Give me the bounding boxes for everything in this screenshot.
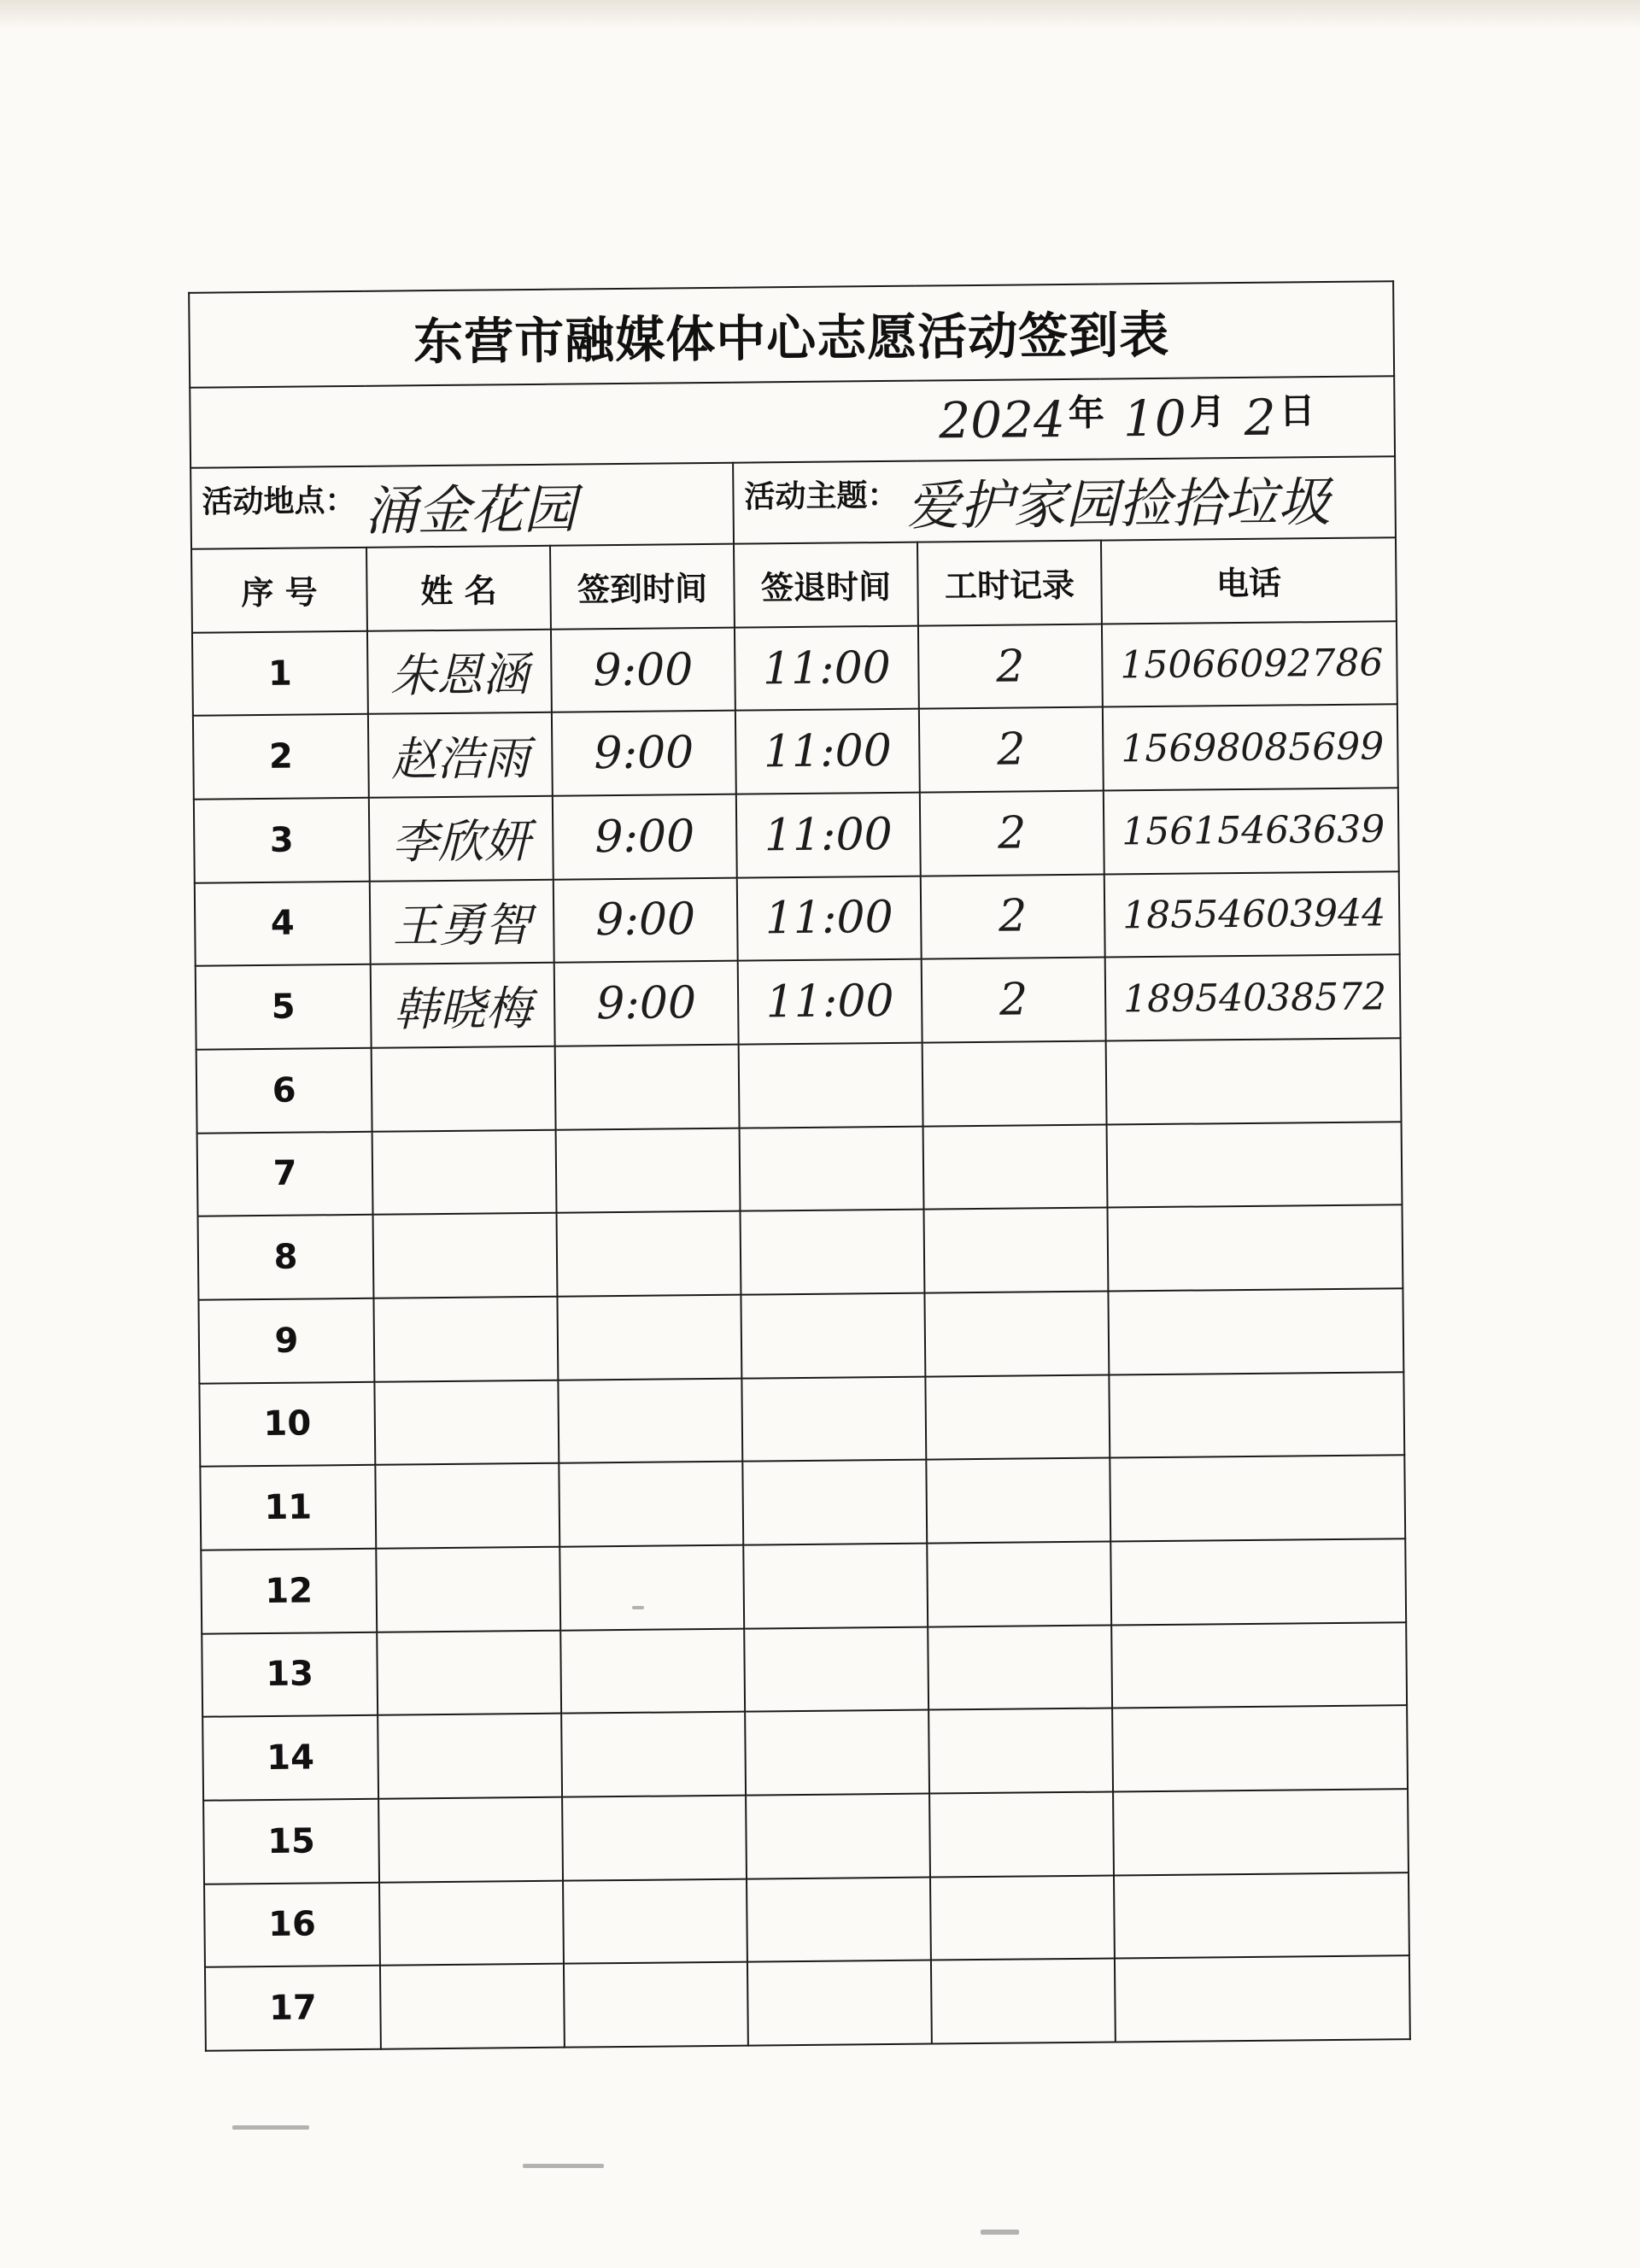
- row-seq: 13: [202, 1632, 378, 1717]
- row-name: 李欣妍: [369, 796, 554, 882]
- row-name: [377, 1630, 561, 1715]
- table-row: [195, 871, 1400, 966]
- column-header-sign-in: 签到时间: [550, 544, 735, 630]
- row-sign-in: [560, 1628, 745, 1714]
- column-header-hours: 工时记录: [917, 541, 1102, 626]
- row-seq: 16: [204, 1882, 380, 1967]
- column-header-seq: 序 号: [191, 548, 367, 633]
- table-row: [199, 1372, 1404, 1467]
- table-row: [194, 788, 1399, 882]
- row-hours: [928, 1708, 1113, 1794]
- location-field: [190, 463, 734, 549]
- scan-speck: [981, 2230, 1019, 2235]
- location-label: 活动地点：: [202, 483, 356, 520]
- table-row: [196, 1038, 1402, 1133]
- row-sign-out: [744, 1626, 928, 1712]
- table-row: [197, 1122, 1403, 1216]
- sign-in-sheet: [188, 280, 1409, 2051]
- row-name: [372, 1046, 556, 1132]
- row-hours: [927, 1541, 1111, 1626]
- row-name: [378, 1797, 563, 1883]
- theme-value: 爱护家园捡拾垃圾: [906, 471, 1331, 537]
- row-seq: 14: [202, 1715, 378, 1801]
- row-sign-out: [747, 1960, 932, 2046]
- row-sign-in: 9:00: [553, 794, 737, 880]
- row-name: [373, 1297, 558, 1382]
- row-seq: 10: [199, 1381, 375, 1467]
- table-row: [204, 1872, 1409, 1967]
- table-row: [196, 955, 1401, 1050]
- date-day-unit: 日: [1279, 390, 1315, 432]
- row-sign-in: [564, 1962, 748, 2048]
- row-sign-out: [741, 1210, 925, 1295]
- row-sign-in: 9:00: [552, 711, 736, 796]
- row-sign-out: [747, 1877, 931, 1962]
- row-hours: 2: [919, 707, 1104, 793]
- row-name: [378, 1714, 562, 1799]
- row-hours: [922, 1041, 1107, 1127]
- row-seq: 6: [196, 1048, 372, 1134]
- row-hours: 2: [921, 874, 1105, 959]
- row-sign-in: [559, 1462, 743, 1547]
- row-sign-out: [741, 1293, 925, 1379]
- scan-speck: [523, 2164, 604, 2168]
- row-hours: 2: [922, 958, 1106, 1043]
- date-month: 10: [1122, 389, 1187, 448]
- column-header-phone: 电话: [1101, 537, 1397, 624]
- row-sign-out: [740, 1126, 924, 1211]
- row-seq: 15: [203, 1799, 379, 1884]
- column-header-row: [191, 537, 1397, 632]
- row-sign-out: 11:00: [736, 793, 921, 878]
- row-phone: [1108, 1288, 1403, 1374]
- theme-label: 活动主题：: [744, 478, 899, 515]
- row-sign-out: 11:00: [735, 709, 920, 794]
- row-sign-out: [739, 1043, 923, 1128]
- table-row: [202, 1705, 1408, 1800]
- row-seq: 3: [194, 798, 370, 883]
- row-name: 赵浩雨: [368, 712, 553, 798]
- row-name: 朱恩涵: [367, 629, 552, 714]
- row-hours: 2: [920, 791, 1104, 876]
- row-sign-out: 11:00: [738, 959, 922, 1045]
- row-sign-in: [561, 1712, 746, 1797]
- location-value: 涌金花园: [364, 478, 577, 543]
- row-hours: [930, 1875, 1115, 1960]
- row-seq: 7: [197, 1131, 373, 1216]
- row-phone: 15615463639: [1104, 788, 1399, 874]
- paper-top-edge: [0, 0, 1640, 29]
- row-phone: 15066092786: [1102, 621, 1397, 707]
- row-sign-in: [555, 1045, 740, 1130]
- row-sign-in: 9:00: [554, 877, 738, 963]
- row-sign-in: [562, 1796, 747, 1881]
- row-sign-out: 11:00: [737, 876, 922, 961]
- row-sign-out: [742, 1460, 927, 1545]
- date-year-unit: 年: [1068, 391, 1105, 435]
- row-name: 王勇智: [370, 879, 554, 964]
- row-name: [380, 1964, 565, 2049]
- row-sign-in: [557, 1211, 741, 1297]
- table-row: [198, 1205, 1403, 1300]
- row-phone: 18954038572: [1105, 955, 1401, 1041]
- row-sign-in: 9:00: [554, 961, 739, 1046]
- table-row: [200, 1455, 1405, 1550]
- row-sign-out: [741, 1376, 926, 1462]
- scan-speck: [632, 1606, 644, 1609]
- row-seq: 2: [193, 714, 369, 800]
- row-phone: [1107, 1122, 1403, 1208]
- row-seq: 12: [201, 1549, 377, 1634]
- table-row: [201, 1538, 1406, 1633]
- row-phone: [1114, 1872, 1409, 1959]
- table-row: [203, 1789, 1409, 1884]
- row-name: [374, 1380, 559, 1465]
- date-year: 2024: [938, 390, 1066, 450]
- table-row: [202, 1622, 1407, 1717]
- row-hours: [929, 1791, 1114, 1877]
- row-seq: 4: [195, 881, 371, 966]
- row-sign-out: [746, 1793, 930, 1878]
- table-row: [205, 1955, 1410, 2050]
- column-header-sign-out: 签退时间: [734, 542, 918, 628]
- row-hours: 2: [918, 624, 1103, 709]
- row-sign-in: 9:00: [551, 627, 735, 712]
- row-hours: [923, 1124, 1108, 1210]
- row-phone: [1106, 1038, 1402, 1124]
- row-name: [376, 1547, 560, 1632]
- row-hours: [924, 1291, 1109, 1376]
- row-name: [373, 1213, 558, 1298]
- row-phone: 15698085699: [1103, 705, 1398, 791]
- row-seq: 9: [198, 1298, 374, 1384]
- row-phone: [1110, 1538, 1406, 1625]
- row-seq: 11: [200, 1465, 376, 1550]
- row-name: [379, 1880, 564, 1966]
- table-row: [192, 621, 1397, 716]
- row-hours: [931, 1959, 1116, 2044]
- row-sign-in: [556, 1128, 741, 1213]
- date-month-unit: 月: [1189, 390, 1226, 433]
- row-name: [372, 1129, 557, 1215]
- row-phone: [1112, 1705, 1408, 1791]
- row-seq: 17: [205, 1966, 381, 2051]
- table-row: [193, 705, 1398, 800]
- row-phone: [1113, 1789, 1409, 1875]
- row-hours: [923, 1208, 1108, 1293]
- row-seq: 1: [192, 631, 368, 717]
- date-day: 2: [1244, 388, 1276, 448]
- row-sign-out: [743, 1543, 928, 1628]
- row-name: 韩晓梅: [371, 963, 555, 1048]
- scan-speck: [232, 2125, 309, 2130]
- theme-field: [733, 457, 1396, 544]
- row-sign-in: [557, 1295, 741, 1380]
- row-name: [375, 1463, 559, 1549]
- sign-in-table: [188, 280, 1411, 2051]
- row-phone: [1110, 1455, 1405, 1541]
- table-row: [198, 1288, 1403, 1383]
- date-row: [190, 376, 1395, 468]
- row-hours: [926, 1458, 1110, 1544]
- row-sign-in: [559, 1545, 744, 1631]
- column-header-name: 姓 名: [366, 546, 551, 631]
- row-phone: [1107, 1205, 1403, 1292]
- row-sign-out: 11:00: [735, 625, 919, 711]
- row-phone: 18554603944: [1104, 871, 1400, 958]
- row-phone: [1109, 1372, 1404, 1458]
- row-phone: [1111, 1622, 1407, 1708]
- row-sign-out: [745, 1710, 929, 1796]
- row-seq: 8: [198, 1215, 374, 1300]
- row-seq: 5: [196, 964, 372, 1050]
- date-field: [939, 383, 1334, 449]
- row-sign-in: [558, 1378, 742, 1463]
- row-hours: [925, 1374, 1110, 1460]
- row-sign-in: [563, 1878, 747, 1964]
- row-phone: [1115, 1955, 1410, 2042]
- row-hours: [928, 1625, 1112, 1710]
- form-title: 东营市融媒体中心志愿活动签到表: [189, 281, 1394, 387]
